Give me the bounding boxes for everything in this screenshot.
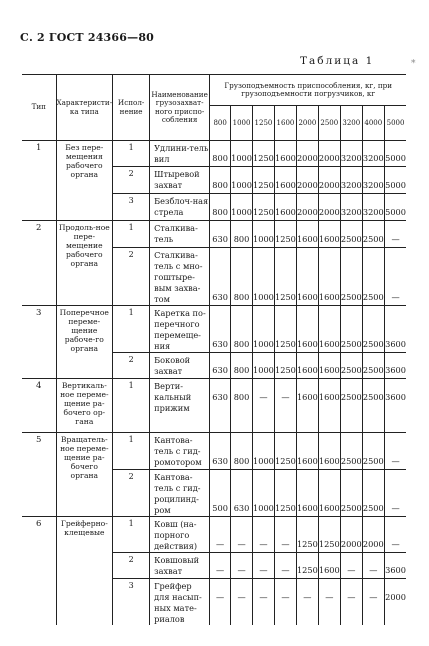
capacity-cell: 630 bbox=[210, 248, 231, 306]
capacity-cell: — bbox=[274, 553, 296, 579]
capacity-cell: 1600 bbox=[318, 553, 340, 579]
capacity-cell: 2000 bbox=[318, 167, 340, 194]
capacity-cell: 5000 bbox=[384, 194, 406, 221]
table-row bbox=[22, 306, 406, 353]
device-name: Безблоч-ная стрела bbox=[150, 194, 210, 221]
capacity-cell: 800 bbox=[231, 306, 253, 353]
capacity-cell: — bbox=[210, 517, 231, 553]
capacity-cell: — bbox=[274, 579, 296, 626]
device-name: Ковшовый захват bbox=[150, 553, 210, 579]
capacity-cell: — bbox=[362, 579, 384, 626]
type-number: 3 bbox=[22, 306, 56, 379]
capacity-cell: 800 bbox=[231, 379, 253, 433]
capacity-cell: 2500 bbox=[362, 470, 384, 517]
col-header-tip: Тип bbox=[22, 75, 56, 141]
execution-number: 2 bbox=[113, 248, 150, 306]
capacity-cell: 1250 bbox=[274, 248, 296, 306]
capacity-cell: 1600 bbox=[318, 221, 340, 248]
capacity-cell: 2000 bbox=[385, 592, 406, 602]
capacity-cell: 1250 bbox=[274, 433, 296, 470]
capacity-cell: 1600 bbox=[318, 433, 340, 470]
capacity-cell: 2500 bbox=[362, 248, 384, 306]
table-title: Таблица 1 bbox=[300, 55, 375, 67]
capacity-cell: 1600 bbox=[296, 221, 318, 248]
capacity-cell: — bbox=[274, 517, 296, 553]
capacity-cell: 5000 bbox=[384, 141, 406, 167]
capacity-cell: 3600 bbox=[384, 379, 406, 433]
capacity-cell: — bbox=[231, 579, 253, 626]
type-characteristic: Вертикаль-ное переме-щение ра-бочего ор-гана bbox=[56, 379, 113, 433]
type-characteristic: Грейферно-клещевые bbox=[56, 517, 113, 626]
capacity-cell: 2500 bbox=[340, 306, 362, 353]
capacity-cell: 2000 bbox=[296, 194, 318, 221]
type-number: 6 bbox=[22, 517, 56, 626]
capacity-cell: — bbox=[252, 553, 274, 579]
capacity-cell: 1600 bbox=[274, 167, 296, 194]
capacity-cell: 800 bbox=[231, 433, 253, 470]
capacity-cell: 2500 bbox=[362, 379, 384, 433]
capacity-cell: 630 bbox=[210, 221, 231, 248]
device-name: Боковой захват bbox=[150, 353, 210, 379]
execution-number: 1 bbox=[113, 221, 150, 248]
type-number: 5 bbox=[22, 433, 56, 517]
device-name: Каретка по-перечного перемеще-ния bbox=[150, 306, 210, 353]
capacity-cell: 1000 bbox=[231, 167, 253, 194]
table-row bbox=[22, 141, 406, 167]
capacity-cell: 1600 bbox=[274, 194, 296, 221]
capacity-cell: 1250 bbox=[274, 306, 296, 353]
col-header-cap: 2000 bbox=[296, 106, 318, 141]
capacity-cell: 2500 bbox=[362, 306, 384, 353]
capacity-cell: — bbox=[231, 553, 253, 579]
capacity-cell: 2500 bbox=[340, 379, 362, 433]
capacity-cell: 3200 bbox=[362, 141, 384, 167]
capacity-cell: 2000 bbox=[362, 517, 384, 553]
capacity-cell: 1600 bbox=[296, 248, 318, 306]
col-header-cap: 3200 bbox=[340, 106, 362, 141]
header-row-1 bbox=[22, 75, 406, 106]
capacity-cell: — bbox=[340, 553, 362, 579]
capacity-cell: 1000 bbox=[252, 221, 274, 248]
capacity-cell: 1600 bbox=[318, 353, 340, 379]
capacity-cell: 1600 bbox=[296, 353, 318, 379]
execution-number: 1 bbox=[113, 433, 150, 470]
capacity-cell: 1000 bbox=[231, 141, 253, 167]
capacity-cell: 2000 bbox=[318, 141, 340, 167]
device-name: Верти-кальный прижим bbox=[150, 379, 210, 433]
capacity-cell: 3200 bbox=[362, 167, 384, 194]
col-header-execution: Испол-нение bbox=[113, 75, 150, 141]
capacity-table bbox=[22, 74, 406, 625]
capacity-cell: 2500 bbox=[362, 353, 384, 379]
col-header-cap: 4000 bbox=[362, 106, 384, 141]
capacity-cell: 1600 bbox=[318, 306, 340, 353]
capacity-cell: 5000 bbox=[384, 167, 406, 194]
capacity-cell: — bbox=[318, 579, 340, 626]
col-header-characteristic: Характеристи-ка типа bbox=[56, 75, 113, 141]
device-name: Грейфер для насып-ных мате-риалов bbox=[150, 579, 210, 626]
col-header-cap: 5000 bbox=[384, 106, 406, 141]
capacity-cell: 1250 bbox=[274, 221, 296, 248]
capacity-cell: 2500 bbox=[340, 353, 362, 379]
capacity-cell: — bbox=[210, 579, 231, 626]
execution-number: 1 bbox=[113, 517, 150, 553]
capacity-cell: 1000 bbox=[252, 306, 274, 353]
capacity-cell: 500 bbox=[210, 470, 231, 517]
capacity-cell: 1250 bbox=[296, 553, 318, 579]
capacity-cell: — bbox=[296, 579, 318, 626]
capacity-cell: — bbox=[384, 248, 406, 306]
col-header-cap: 1250 bbox=[252, 106, 274, 141]
table-row bbox=[22, 221, 406, 248]
capacity-cell: 2500 bbox=[340, 248, 362, 306]
capacity-cell: — bbox=[231, 517, 253, 553]
capacity-cell: 2500 bbox=[340, 221, 362, 248]
capacity-cell: — bbox=[252, 517, 274, 553]
capacity-cell: 3600 bbox=[384, 306, 406, 353]
capacity-cell: 800 bbox=[210, 194, 231, 221]
device-name: Удлини-тель вил bbox=[150, 141, 210, 167]
device-name: Ковш (на-порного действия) bbox=[150, 517, 210, 553]
execution-number: 3 bbox=[113, 579, 150, 626]
type-characteristic: Поперечное переме-щение рабоче-го органа bbox=[56, 306, 113, 379]
capacity-cell: 1000 bbox=[252, 433, 274, 470]
table-row bbox=[22, 379, 406, 433]
capacity-cell: 1000 bbox=[231, 194, 253, 221]
capacity-cell: 3600 bbox=[384, 553, 406, 579]
capacity-cell: 1250 bbox=[252, 141, 274, 167]
col-header-cap: 1000 bbox=[231, 106, 253, 141]
capacity-cell: — bbox=[384, 433, 406, 470]
execution-number: 3 bbox=[113, 194, 150, 221]
capacity-cell: 1250 bbox=[252, 167, 274, 194]
capacity-cell: 800 bbox=[210, 167, 231, 194]
capacity-cell: 800 bbox=[210, 141, 231, 167]
capacity-cell: 1600 bbox=[296, 379, 318, 433]
capacity-cell: 800 bbox=[231, 221, 253, 248]
col-header-cap: 1600 bbox=[274, 106, 296, 141]
capacity-cell: 630 bbox=[210, 379, 231, 433]
capacity-cell: 2000 bbox=[296, 167, 318, 194]
execution-number: 2 bbox=[113, 470, 150, 517]
execution-number: 1 bbox=[113, 141, 150, 167]
capacity-cell: — bbox=[384, 517, 406, 553]
capacity-cell: 1600 bbox=[318, 379, 340, 433]
device-name: Сталкива-тель с мно-гоштыре-вым захва-том bbox=[150, 248, 210, 306]
execution-number: 2 bbox=[113, 353, 150, 379]
device-name: Штыревой захват bbox=[150, 167, 210, 194]
type-number: 1 bbox=[22, 141, 56, 221]
capacity-cell: 2500 bbox=[362, 433, 384, 470]
capacity-cell: 1250 bbox=[296, 517, 318, 553]
capacity-cell: 2000 bbox=[296, 141, 318, 167]
capacity-cell: — bbox=[384, 470, 406, 517]
type-characteristic: Продоль-ное пере-мещение рабочего органа bbox=[56, 221, 113, 306]
execution-number: 1 bbox=[113, 306, 150, 353]
capacity-cell: — bbox=[252, 579, 274, 626]
capacity-cell: 1250 bbox=[318, 517, 340, 553]
capacity-cell: 1600 bbox=[296, 470, 318, 517]
col-header-capacity: Грузоподъемность приспособления, кг, при грузоподъемности погрузчиков, кг bbox=[210, 75, 407, 106]
capacity-cell: 1250 bbox=[274, 470, 296, 517]
capacity-cell: 3200 bbox=[340, 194, 362, 221]
capacity-cell: 2500 bbox=[362, 221, 384, 248]
device-name: Сталкива-тель bbox=[150, 221, 210, 248]
asterisk-mark: * bbox=[411, 59, 416, 69]
capacity-cell: 2500 bbox=[340, 470, 362, 517]
capacity-cell: 630 bbox=[210, 353, 231, 379]
table-row bbox=[22, 517, 406, 553]
capacity-cell: — bbox=[274, 379, 296, 433]
capacity-cell: 1000 bbox=[252, 353, 274, 379]
device-name: Кантова-тель с гид-ромотором bbox=[150, 433, 210, 470]
capacity-cell: 3200 bbox=[340, 167, 362, 194]
capacity-cell: — bbox=[362, 553, 384, 579]
capacity-cell: 1000 bbox=[252, 248, 274, 306]
capacity-cell: 1250 bbox=[252, 194, 274, 221]
execution-number: 1 bbox=[113, 379, 150, 433]
capacity-cell: 630 bbox=[210, 433, 231, 470]
type-number: 2 bbox=[22, 221, 56, 306]
type-characteristic: Без пере-мещения рабочего органа bbox=[56, 141, 113, 221]
col-header-cap: 2500 bbox=[318, 106, 340, 141]
col-header-cap: 800 bbox=[210, 106, 231, 141]
capacity-cell: 1600 bbox=[296, 306, 318, 353]
capacity-cell: — bbox=[340, 579, 362, 626]
capacity-cell: — bbox=[252, 379, 274, 433]
page-header: С. 2 ГОСТ 24366—80 bbox=[20, 31, 155, 44]
capacity-cell: 800 bbox=[231, 248, 253, 306]
type-number: 4 bbox=[22, 379, 56, 433]
capacity-cell: — bbox=[384, 221, 406, 248]
capacity-cell: 3200 bbox=[362, 194, 384, 221]
capacity-cell: 1600 bbox=[296, 433, 318, 470]
execution-number: 2 bbox=[113, 553, 150, 579]
capacity-cell: 2000 bbox=[340, 517, 362, 553]
capacity-cell: 2500 bbox=[340, 433, 362, 470]
capacity-cell: 2000 bbox=[318, 194, 340, 221]
capacity-cell: 1600 bbox=[318, 470, 340, 517]
capacity-cell: — bbox=[210, 553, 231, 579]
capacity-cell: 1000 bbox=[252, 470, 274, 517]
device-name: Кантова-тель с гид-роцилинд-ром bbox=[150, 470, 210, 517]
capacity-cell: 3600 bbox=[384, 353, 406, 379]
capacity-cell: 800 bbox=[231, 353, 253, 379]
capacity-cell: 630 bbox=[210, 306, 231, 353]
capacity-cell: 630 bbox=[231, 470, 253, 517]
execution-number: 2 bbox=[113, 167, 150, 194]
capacity-cell: 1600 bbox=[274, 141, 296, 167]
capacity-cell: 1600 bbox=[318, 248, 340, 306]
type-characteristic: Вращатель-ное переме-щение ра-бочего органа bbox=[56, 433, 113, 517]
capacity-cell: 1250 bbox=[274, 353, 296, 379]
capacity-cell: 3200 bbox=[340, 141, 362, 167]
table-row bbox=[22, 433, 406, 470]
col-header-name: Наименование грузозахват-ного приспо-собления bbox=[150, 75, 210, 141]
